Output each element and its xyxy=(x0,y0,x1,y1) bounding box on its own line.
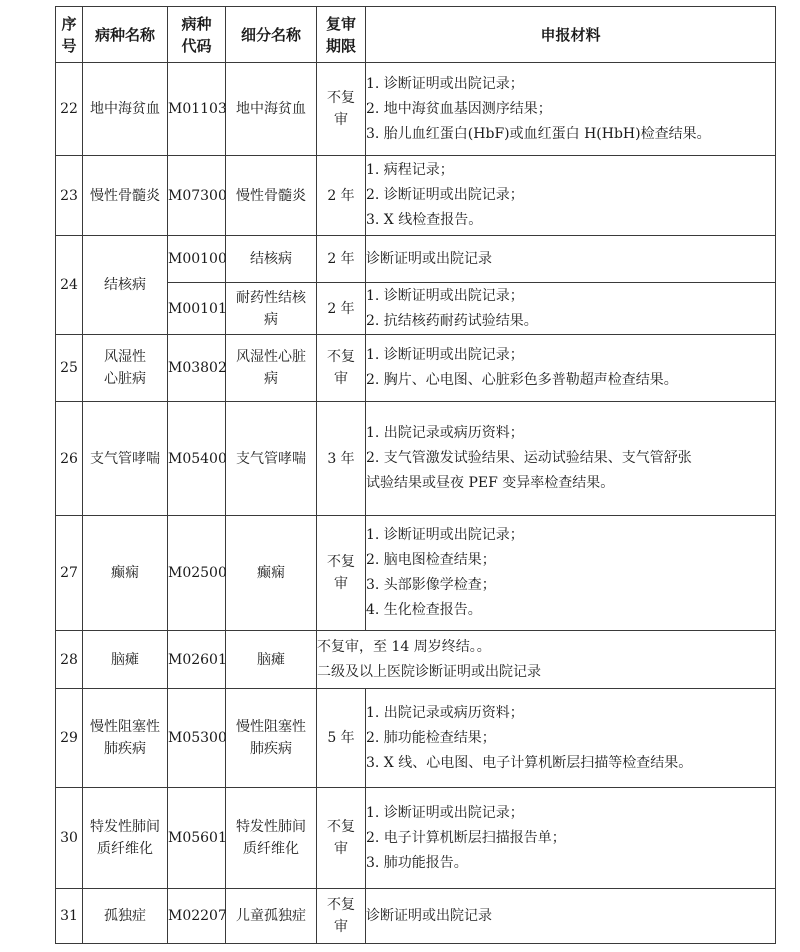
sub-name: 耐药性结核病 xyxy=(226,283,317,335)
material-line: 3. X 线检查报告。 xyxy=(366,212,483,228)
materials xyxy=(366,283,776,335)
material-line: 1. 出院记录或病历资料； xyxy=(366,704,524,721)
material-line: 3. X 线、心电图、电子计算机断层扫描等检查结果。 xyxy=(366,754,693,771)
table-header-row xyxy=(56,7,776,63)
material-line: 1. 出院记录或病历资料； xyxy=(366,425,524,441)
review-period: 不复审 xyxy=(317,335,366,402)
review-period: 不复审 xyxy=(317,889,366,944)
header-review-period: 复审期限 xyxy=(317,7,366,63)
materials xyxy=(366,516,776,631)
materials xyxy=(366,402,776,516)
header-disease-name: 病种名称 xyxy=(83,7,168,63)
materials xyxy=(366,236,776,283)
disease-name: 风湿性心脏病 xyxy=(83,335,168,402)
disease-name: 支气管哮喘 xyxy=(83,402,168,516)
disease-materials-table xyxy=(55,6,776,944)
header-disease-code: 病种代码 xyxy=(168,7,226,63)
material-line: 3. 胎儿血红蛋白(HbF)或血红蛋白 H(HbH)检查结果。 xyxy=(366,125,711,142)
disease-code: M05400 xyxy=(168,402,226,516)
header-materials: 申报材料 xyxy=(366,7,776,63)
table-row xyxy=(56,236,776,283)
disease-name: 特发性肺间质纤维化 xyxy=(83,788,168,889)
disease-code: M02207 xyxy=(168,889,226,944)
review-period: 不复审 xyxy=(317,63,366,156)
disease-code: M05601 xyxy=(168,788,226,889)
sub-name: 慢性阻塞性肺疾病 xyxy=(226,689,317,788)
disease-name: 孤独症 xyxy=(83,889,168,944)
material-line: 1. 诊断证明或出院记录； xyxy=(366,804,524,821)
material-line: 1. 诊断证明或出院记录； xyxy=(366,347,524,363)
material-line: 不复审，至 14 周岁终结。。 xyxy=(317,638,491,655)
material-line: 2. 脑电图检查结果； xyxy=(366,552,496,568)
table-row xyxy=(56,402,776,516)
review-period: 2 年 xyxy=(317,283,366,335)
materials xyxy=(366,156,776,236)
review-and-materials xyxy=(317,631,776,689)
disease-name: 结核病 xyxy=(83,236,168,335)
materials xyxy=(366,689,776,788)
materials xyxy=(366,335,776,402)
disease-code: M02601 xyxy=(168,631,226,689)
materials xyxy=(366,63,776,156)
row-no: 31 xyxy=(56,889,83,944)
row-no: 25 xyxy=(56,335,83,402)
review-period: 2 年 xyxy=(317,156,366,236)
review-period: 5 年 xyxy=(317,689,366,788)
material-line: 1. 诊断证明或出院记录； xyxy=(366,75,524,92)
material-line: 诊断证明或出院记录 xyxy=(366,250,492,267)
disease-code: M05300 xyxy=(168,689,226,788)
disease-code: M00101 xyxy=(168,283,226,335)
material-line: 1. 病程记录； xyxy=(366,162,454,178)
header-sub-name: 细分名称 xyxy=(226,7,317,63)
sub-name: 结核病 xyxy=(226,236,317,283)
material-line: 4. 生化检查报告。 xyxy=(366,602,482,618)
row-no: 29 xyxy=(56,689,83,788)
disease-code: M07300 xyxy=(168,156,226,236)
table-row xyxy=(56,631,776,689)
sub-name: 特发性肺间质纤维化 xyxy=(226,788,317,889)
material-line: 1. 诊断证明或出院记录； xyxy=(366,527,524,543)
material-line: 2. 电子计算机断层扫描报告单； xyxy=(366,829,566,846)
review-period: 不复审 xyxy=(317,788,366,889)
disease-name: 地中海贫血 xyxy=(83,63,168,156)
row-no: 22 xyxy=(56,63,83,156)
review-period: 3 年 xyxy=(317,402,366,516)
sub-name: 支气管哮喘 xyxy=(226,402,317,516)
disease-code: M00100 xyxy=(168,236,226,283)
table-row xyxy=(56,516,776,631)
sub-name: 慢性骨髓炎 xyxy=(226,156,317,236)
material-line: 2. 胸片、心电图、心脏彩色多普勒超声检查结果。 xyxy=(366,372,678,388)
row-no: 27 xyxy=(56,516,83,631)
disease-code: M02500 xyxy=(168,516,226,631)
table-row xyxy=(56,889,776,944)
material-line: 2. 地中海贫血基因测序结果； xyxy=(366,100,552,117)
disease-code: M01103 xyxy=(168,63,226,156)
material-line: 3. 头部影像学检查； xyxy=(366,577,496,593)
table-row xyxy=(56,335,776,402)
sub-name: 儿童孤独症 xyxy=(226,889,317,944)
materials xyxy=(366,889,776,944)
row-no: 28 xyxy=(56,631,83,689)
material-line: 二级及以上医院诊断证明或出院记录 xyxy=(317,663,541,680)
material-line: 试验结果或昼夜 PEF 变异率检查结果。 xyxy=(366,475,615,491)
row-no: 30 xyxy=(56,788,83,889)
table-row xyxy=(56,156,776,236)
table-row xyxy=(56,689,776,788)
table-row xyxy=(56,788,776,889)
material-line: 诊断证明或出院记录 xyxy=(366,907,492,924)
row-no: 26 xyxy=(56,402,83,516)
material-line: 3. 肺功能报告。 xyxy=(366,854,468,871)
row-no: 24 xyxy=(56,236,83,335)
material-line: 2. 诊断证明或出院记录； xyxy=(366,187,524,203)
table-row xyxy=(56,63,776,156)
material-line: 1. 诊断证明或出院记录； xyxy=(366,287,524,304)
material-line: 2. 抗结核药耐药试验结果。 xyxy=(366,312,538,329)
disease-name: 慢性阻塞性肺疾病 xyxy=(83,689,168,788)
sub-name: 风湿性心脏病 xyxy=(226,335,317,402)
sub-name: 地中海贫血 xyxy=(226,63,317,156)
header-no: 序号 xyxy=(56,7,83,63)
review-period: 2 年 xyxy=(317,236,366,283)
disease-name: 慢性骨髓炎 xyxy=(83,156,168,236)
sub-name: 癫痫 xyxy=(226,516,317,631)
disease-code: M03802 xyxy=(168,335,226,402)
disease-name: 脑瘫 xyxy=(83,631,168,689)
material-line: 2. 支气管激发试验结果、运动试验结果、支气管舒张 xyxy=(366,450,692,466)
sub-name: 脑瘫 xyxy=(226,631,317,689)
materials xyxy=(366,788,776,889)
review-period: 不复审 xyxy=(317,516,366,631)
material-line: 2. 肺功能检查结果； xyxy=(366,729,496,746)
row-no: 23 xyxy=(56,156,83,236)
disease-name: 癫痫 xyxy=(83,516,168,631)
